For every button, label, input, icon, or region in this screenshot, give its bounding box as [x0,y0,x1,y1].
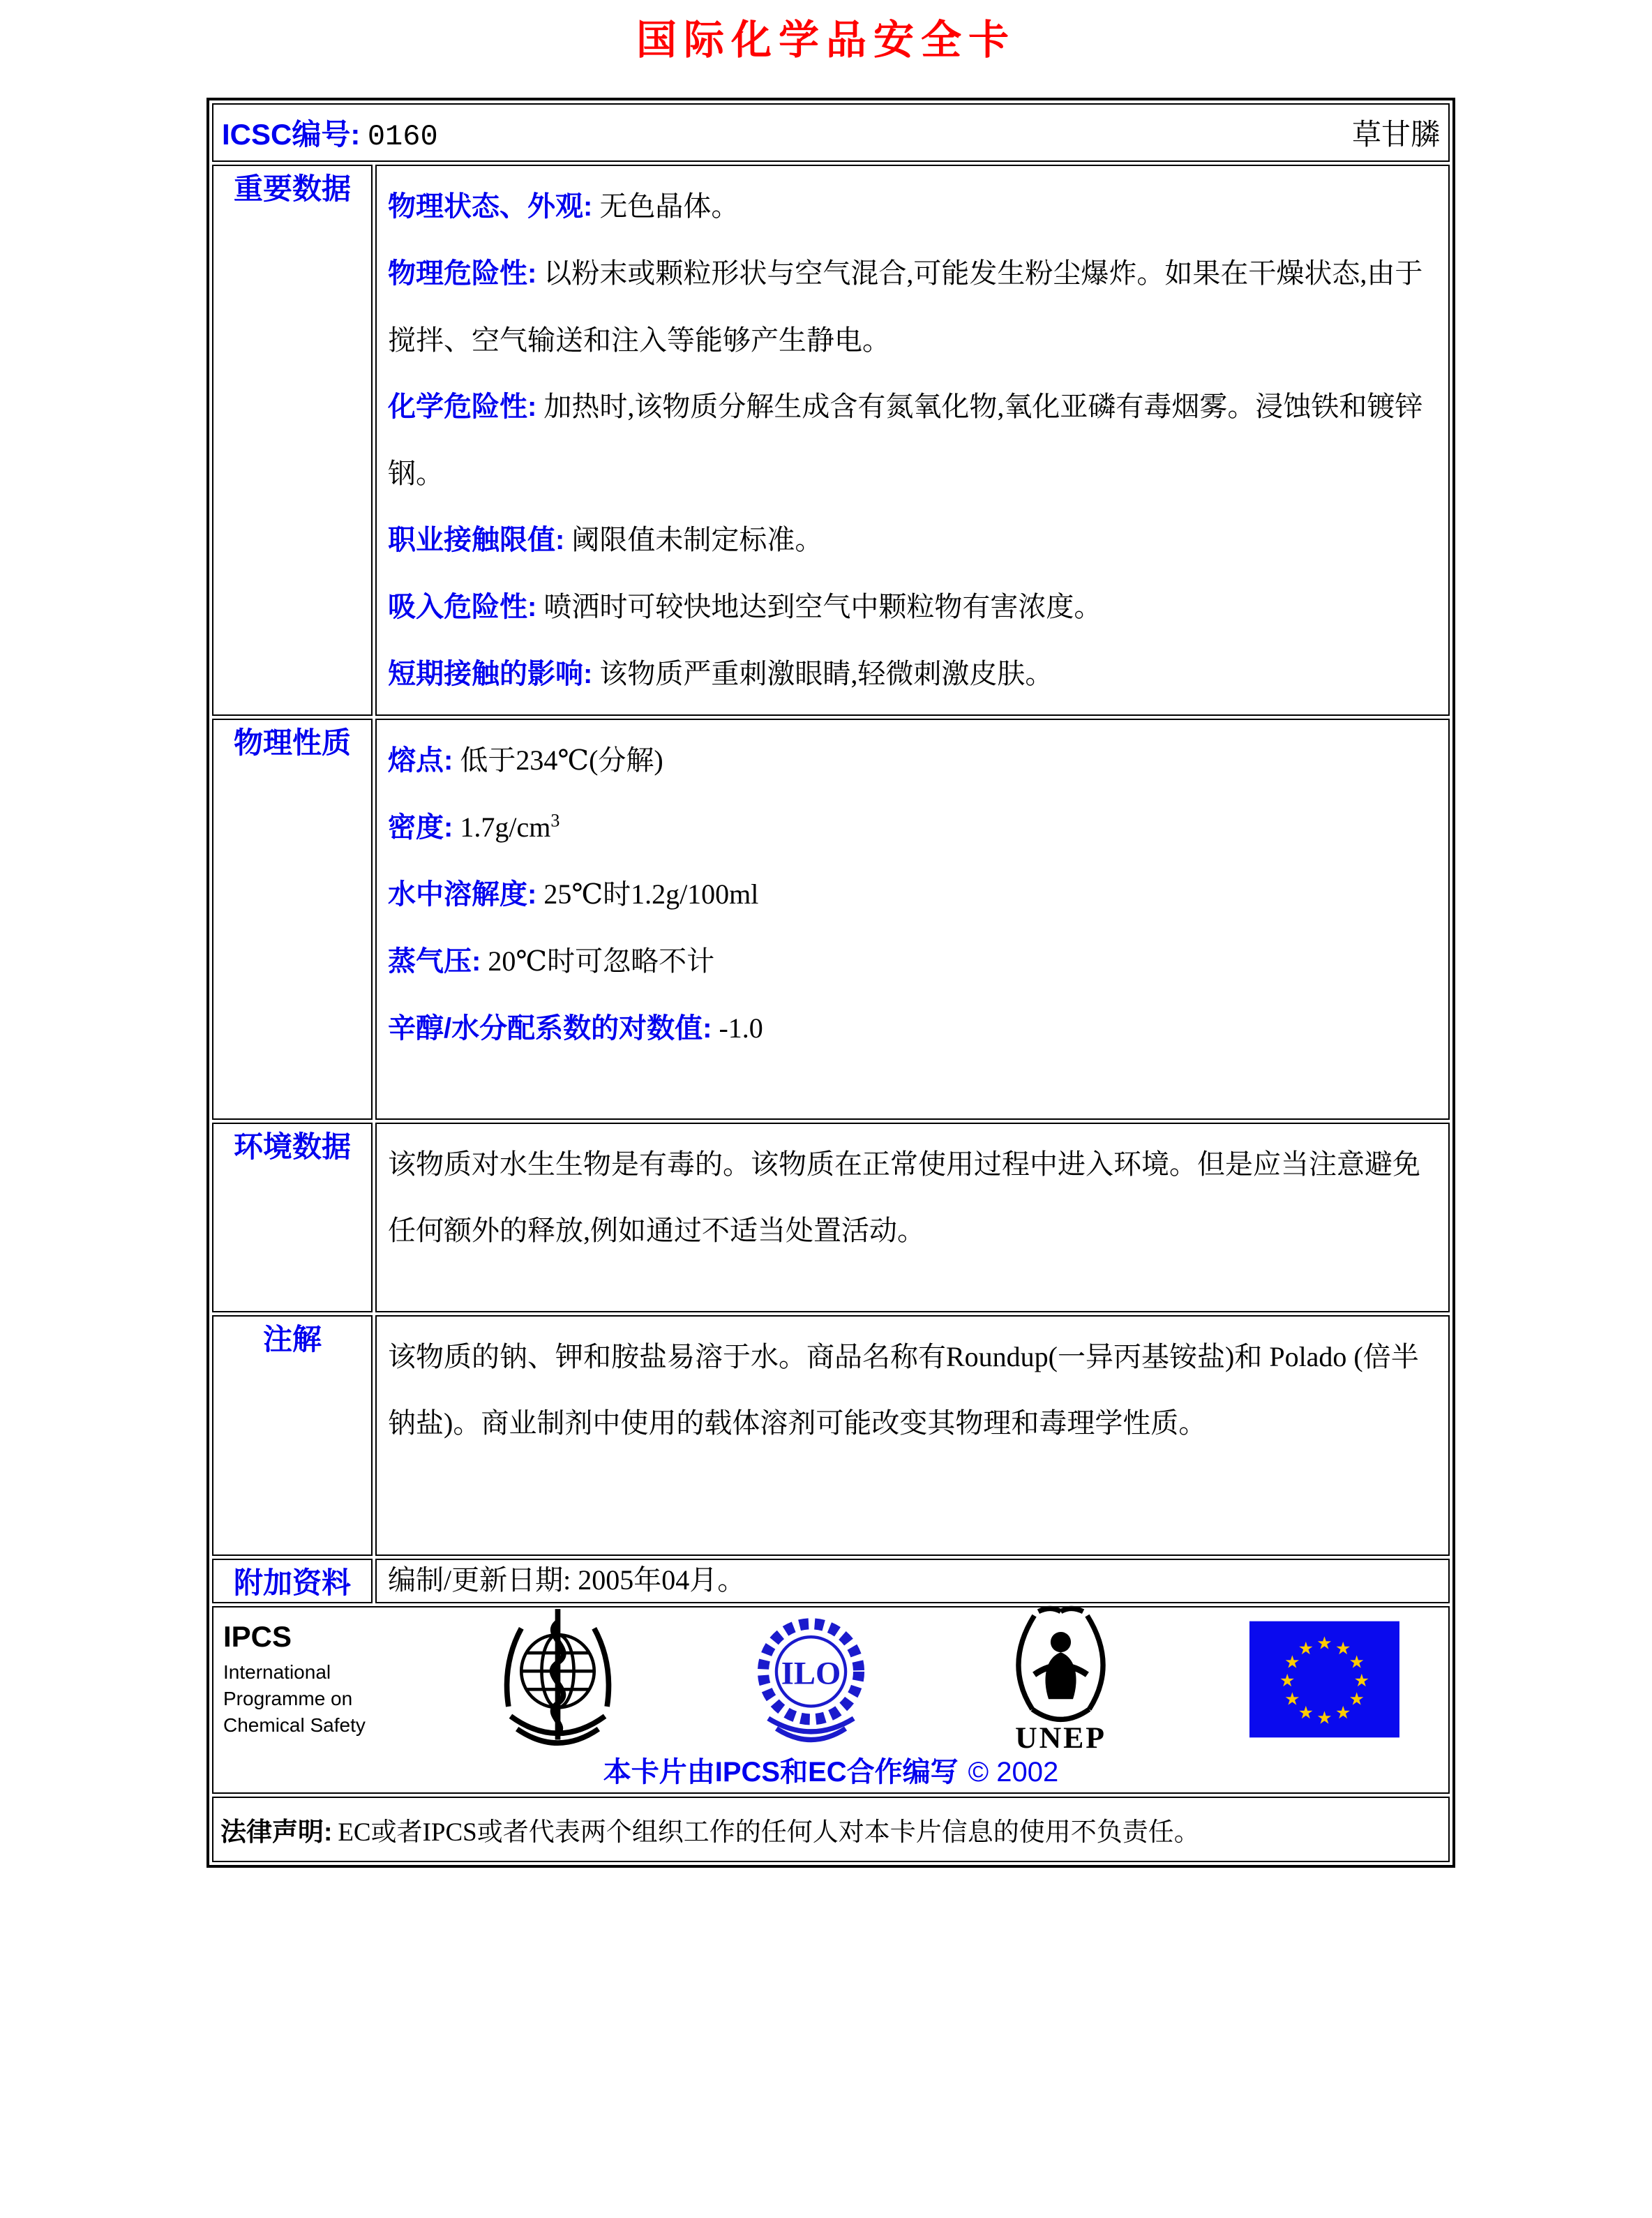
physical-properties-content [375,719,1450,1120]
logos-row [212,1606,1450,1794]
section-label-environmental-data: 环境数据 [212,1123,373,1312]
ilo-logo-icon [750,1605,872,1755]
svg-text:★: ★ [1298,1638,1314,1658]
field-occupational-limit [388,507,1437,574]
field-short-term-effects [388,640,1437,707]
field-density [388,794,1437,861]
organization-logos [220,1613,1441,1755]
field-label: 化学危险性: [388,391,537,422]
additional-info-content [375,1559,1450,1603]
svg-text:★: ★ [1284,1651,1300,1672]
section-label-notes: 注解 [212,1315,373,1556]
legal-text: EC或者IPCS或者代表两个组织工作的任何人对本卡片信息的使用不负责任。 [338,1818,1200,1847]
page-title: 国际化学品安全卡 [636,17,1016,63]
field-label: 密度: [388,812,453,843]
field-value: 该物质严重刺激眼睛,轻微刺激皮肤。 [599,658,1053,689]
field-value: 加热时,该物质分解生成含有氮氧化物,氧化亚磷有毒烟雾。浸蚀铁和镀锌钢。 [388,391,1423,489]
field-water-solubility [388,861,1437,928]
svg-text:★: ★ [1316,1707,1332,1728]
important-data-row [212,165,1450,716]
svg-text:UNEP: UNEP [1015,1721,1106,1755]
field-value: 阈限值未制定标准。 [571,524,823,555]
field-value: 20℃时可忽略不计 [488,945,715,977]
field-value: 无色晶体。 [599,190,739,222]
additional-info-row [212,1559,1450,1603]
field-melting-point [388,727,1437,794]
svg-text:★: ★ [1284,1688,1300,1709]
field-vapor-pressure [388,928,1437,995]
field-label: 物理状态、外观: [388,191,593,222]
environmental-data-row [212,1123,1450,1312]
unep-logo-icon [1000,1601,1122,1758]
legal-row [212,1797,1450,1862]
field-value: 低于234℃(分解) [460,744,663,776]
field-value: -1.0 [719,1012,763,1044]
credit-text: 本卡片由IPCS和EC合作编写 [603,1757,959,1788]
field-inhalation-risk [388,574,1437,640]
header-row [212,103,1450,162]
physical-properties-row [212,719,1450,1120]
svg-text:★: ★ [1349,1651,1365,1672]
field-label: 职业接触限值: [388,525,565,555]
notes-row [212,1315,1450,1556]
notes-text: 该物质的钠、钾和胺盐易溶于水。商品名称有Roundup(一异丙基铵盐)和 Polado (倍半钠盐)。商业制剂中使用的载体溶剂可能改变其物理和毒理学性质。 [388,1341,1419,1439]
ipcs-subtitle: International Programme on Chemical Safety [223,1661,366,1736]
density-exponent: 3 [550,810,560,831]
field-label: 吸入危险性: [388,592,537,622]
field-label: 水中溶解度: [388,879,537,910]
field-octanol-water-logp [388,995,1437,1062]
field-label: 物理危险性: [388,258,537,289]
field-label: 辛醇/水分配系数的对数值: [388,1013,712,1044]
field-value: 以粉末或颗粒形状与空气混合,可能发生粉尘爆炸。如果在干燥状态,由于搅拌、空气输送和注入等能够产生静电。 [388,257,1423,356]
svg-text:ILO: ILO [781,1654,841,1691]
legal-label: 法律声明: [220,1818,333,1846]
additional-info-text: 编制/更新日期: 2005年04月。 [388,1564,746,1596]
field-label: 蒸气压: [388,946,481,977]
environmental-data-content [375,1123,1450,1312]
notes-content [375,1315,1450,1556]
svg-text:★: ★ [1349,1688,1365,1709]
svg-text:★: ★ [1316,1633,1332,1654]
copyright-text: © 2002 [968,1757,1059,1788]
field-physical-hazard [388,240,1437,373]
section-label-physical-properties: 物理性质 [212,719,373,1120]
who-logo-icon [493,1605,622,1755]
svg-text:★: ★ [1298,1702,1314,1723]
section-label-important-data: 重要数据 [212,165,373,716]
ipcs-text-block [223,1620,366,1739]
svg-text:★: ★ [1335,1702,1351,1723]
field-label: 短期接触的影响: [388,659,593,689]
eu-flag-icon [1249,1621,1399,1738]
field-value: 喷洒时可较快地达到空气中颗粒物有害浓度。 [543,591,1102,622]
field-physical-state [388,173,1437,240]
field-chemical-hazard [388,373,1437,507]
safety-card-table [206,98,1455,1868]
icsc-number-value: 0160 [367,120,438,153]
svg-text:★: ★ [1335,1638,1351,1658]
icsc-number-group [222,112,438,153]
important-data-content [375,165,1450,716]
environmental-data-text: 该物质对水生生物是有毒的。该物质在正常使用过程中进入环境。但是应当注意避免任何额外的释放,例如通过不适当处置活动。 [388,1148,1420,1246]
svg-text:★: ★ [1353,1670,1370,1691]
credit-line [220,1750,1441,1790]
chemical-name: 草甘膦 [1351,119,1440,151]
svg-text:★: ★ [1279,1670,1296,1691]
field-label: 熔点: [388,745,453,776]
section-label-additional-info: 附加资料 [212,1559,373,1603]
field-value: 25℃时1.2g/100ml [543,878,759,910]
field-value: $1.7g/cm^3$ [460,810,560,843]
ipcs-acronym: IPCS [223,1620,292,1653]
icsc-number-label: ICSC编号: [222,118,361,151]
